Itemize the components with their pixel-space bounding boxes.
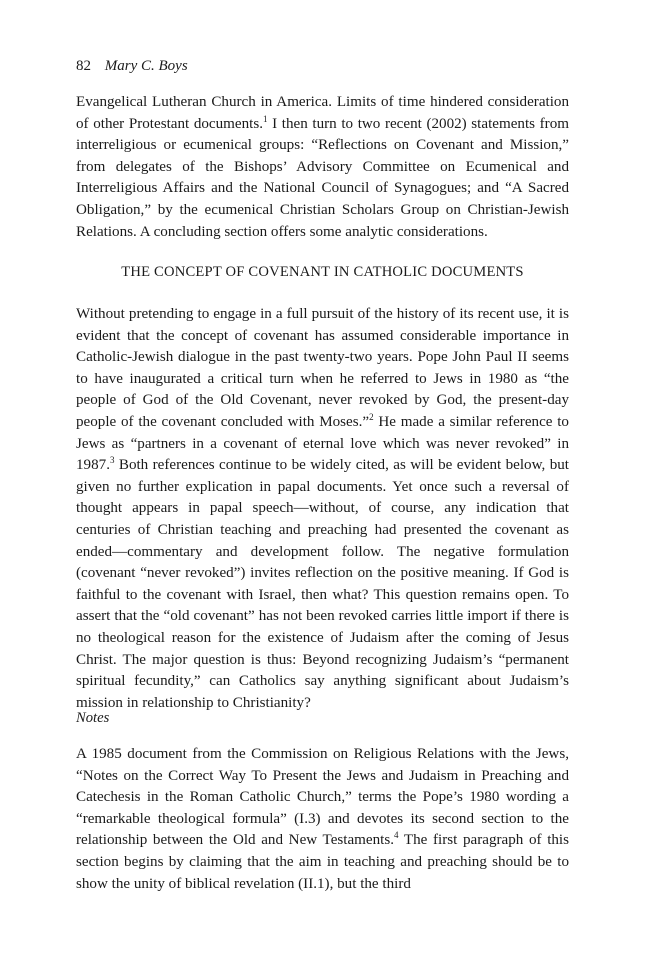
text-run: Evangelical Lutheran Church in America. Limits of time hindered consideration of other Protestant documents. xyxy=(76,94,569,132)
text-run: He made a similar reference to Jews as “partners in a covenant of eternal love which was never revoked” in 1987. xyxy=(76,413,569,474)
paragraph-covenant xyxy=(76,304,569,714)
author-name: Mary C. Boys xyxy=(104,58,188,74)
text-run: Both references continue to be widely cited, as will be evident below, but given no further explication in papal documents. Yet once such a reversal of thought appears in papal speech—without, of course, any indication that centuries of Christian teaching and preaching had presented the covenant as ended—commentary and development follow. The negative formulation (covenant “never revoked”) invites reflection on the positive meaning. If God is faithful to the covenant with Israel, then what? This question remains open. To assert that the “old covenant” has not been revoked carries little import if there is no theological reason for the existence of Judaism after the coming of Jesus Christ. The major question is thus: Beyond recognizing Judaism’s “permanent spiritual fecundity,” can Catholics say anything significant about Judaism’s mission in relationship to Christianity? xyxy=(76,457,569,711)
page-number: 82 xyxy=(76,58,91,74)
footnote-ref: 1 xyxy=(263,113,268,124)
subsection-heading: Notes xyxy=(76,710,110,726)
text-run: The first paragraph of this section begins by claiming that the aim in teaching and preaching should be to show the unity of biblical revelation (II.1), but the third xyxy=(76,832,569,892)
paragraph-intro xyxy=(76,92,569,243)
footnote-ref: 4 xyxy=(394,830,399,841)
paragraph-notes xyxy=(76,744,569,895)
footnote-ref: 2 xyxy=(369,411,374,422)
running-head xyxy=(76,56,188,76)
text-run: I then turn to two recent (2002) statements from interreligious or ecumenical groups: “Reflections on Covenant and Mission,” from delegates of the Bishops’ Advisory Committee on Ecumenical and Interreligious Affairs and the National Council of Synagogues; and “A Sacred Obligation,” by the ecumenical Christian Scholars Group on Christian-Jewish Relations. A concluding section offers some analytic considerations. xyxy=(76,115,569,240)
text-run: Without pretending to engage in a full pursuit of the history of its recent use, it is evident that the concept of covenant has assumed considerable importance in Catholic-Jewish dialogue in the past twenty-two years. Pope John Paul II seems to have inaugurated a critical turn when he referred to Jews in 1980 as “the people of God of the Old Covenant, never revoked by God, the present-day people of the covenant concluded with Moses.” xyxy=(76,306,569,430)
text-run: A 1985 document from the Commission on Religious Relations with the Jews, “Notes on the Correct Way To Present the Jews and Judaism in Preaching and Catechesis in the Roman Catholic Church,” terms the Pope’s 1980 wording a “remarkable theological formula” (I.3) and devotes its second section to the relationship between the Old and New Testaments. xyxy=(76,746,569,849)
section-heading: THE CONCEPT OF COVENANT IN CATHOLIC DOCUMENTS xyxy=(121,264,524,280)
footnote-ref: 3 xyxy=(109,455,115,466)
